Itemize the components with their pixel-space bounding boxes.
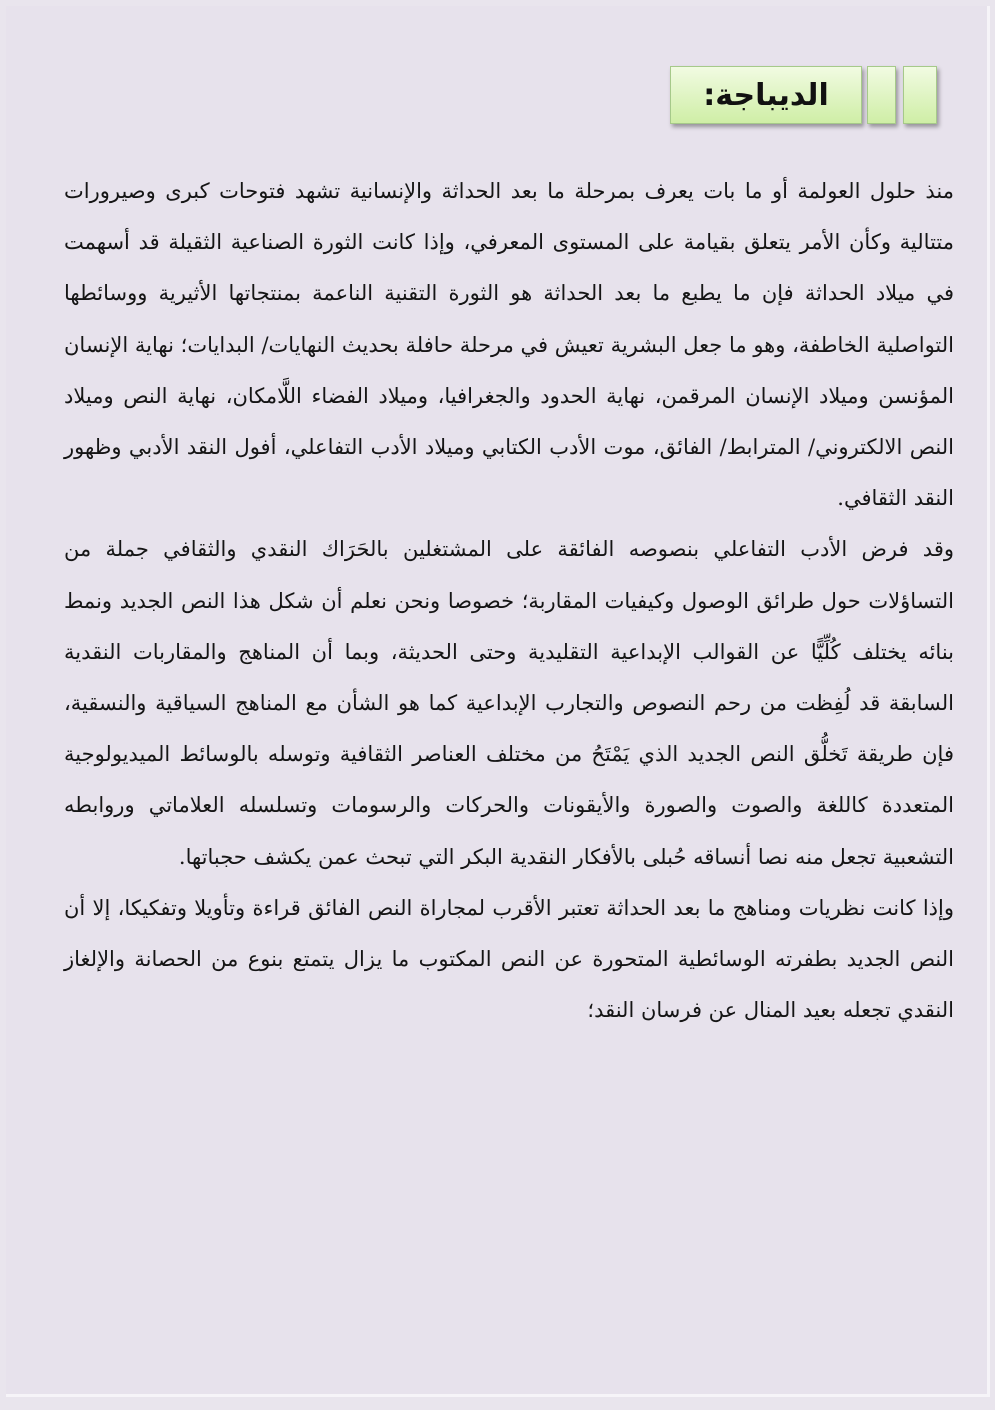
page-title: الديباجة: — [703, 77, 829, 113]
paragraph-1: منذ حلول العولمة أو ما بات يعرف بمرحلة ما بعد الحداثة والإنسانية تشهد فتوحات كبرى وصيرورات متتالية وكأن الأمر يتعلق بقيامة على المستوى المعرفي، وإذا كانت الثورة الصناعية الثقيلة قد أسهمت في ميلاد الحداثة فإن ما يطبع ما بعد الحداثة هو الثورة التقنية الناعمة بمنتجاتها الأثيرية ووسائطها التواصلية الخاطفة، وهو ما جعل البشرية تعيش في مرحلة حافلة بحديث النهايات/ البدايات؛ نهاية الإنسان المؤنسن وميلاد الإنسان المرقمن، نهاية الحدود والجغرافيا، وميلاد الفضاء اللَّامكان، نهاية النص وميلاد النص الالكتروني/ المترابط/ الفائق، موت الأدب الكتابي وميلاد الأدب التفاعلي، أفول النقد الأدبي وظهور النقد الثقافي. — [64, 179, 954, 511]
paragraph-2: وقد فرض الأدب التفاعلي بنصوصه الفائقة على المشتغلين بالحَرَاك النقدي والثقافي جملة من التساؤلات حول طرائق الوصول وكيفيات المقاربة؛ خصوصا ونحن نعلم أن شكل هذا النص الجديد ونمط بنائه يختلف كُلِّيًّا عن القوالب الإبداعية التقليدية وحتى الحديثة، وبما أن المناهج والمقاربات النقدية السابقة قد لُفِظت من رحم النصوص والتجارب الإبداعية كما هو الشأن مع المناهج السياقية والنسقية، فإن طريقة تَخلُّق النص الجديد الذي يَمْتَحُ من مختلف العناصر الثقافية وتوسله بالوسائط الميديولوجية المتعددة كاللغة والصوت والصورة والأيقونات والحركات والرسومات وتسلسله العلاماتي وروابطه التشعبية تجعل منه نصا أنساقه حُبلى بالأفكار النقدية البكر التي تبحث عمن يكشف حجباتها. — [64, 537, 954, 869]
body-text — [64, 166, 954, 1036]
decorative-bar — [867, 66, 896, 124]
decorative-bar — [903, 66, 937, 124]
heading-banner — [670, 66, 938, 128]
heading-box — [670, 66, 862, 124]
document-page — [6, 6, 990, 1397]
paragraph-3: وإذا كانت نظريات ومناهج ما بعد الحداثة تعتبر الأقرب لمجاراة النص الفائق قراءة وتأويلا وتفكيكا، إلا أن النص الجديد بطفرته الوسائطية المتحورة عن النص المكتوب ما يزال يتمتع بنوع من الحصانة والإلغاز النقدي تجعله بعيد المنال عن فرسان النقد؛ — [64, 895, 954, 1023]
